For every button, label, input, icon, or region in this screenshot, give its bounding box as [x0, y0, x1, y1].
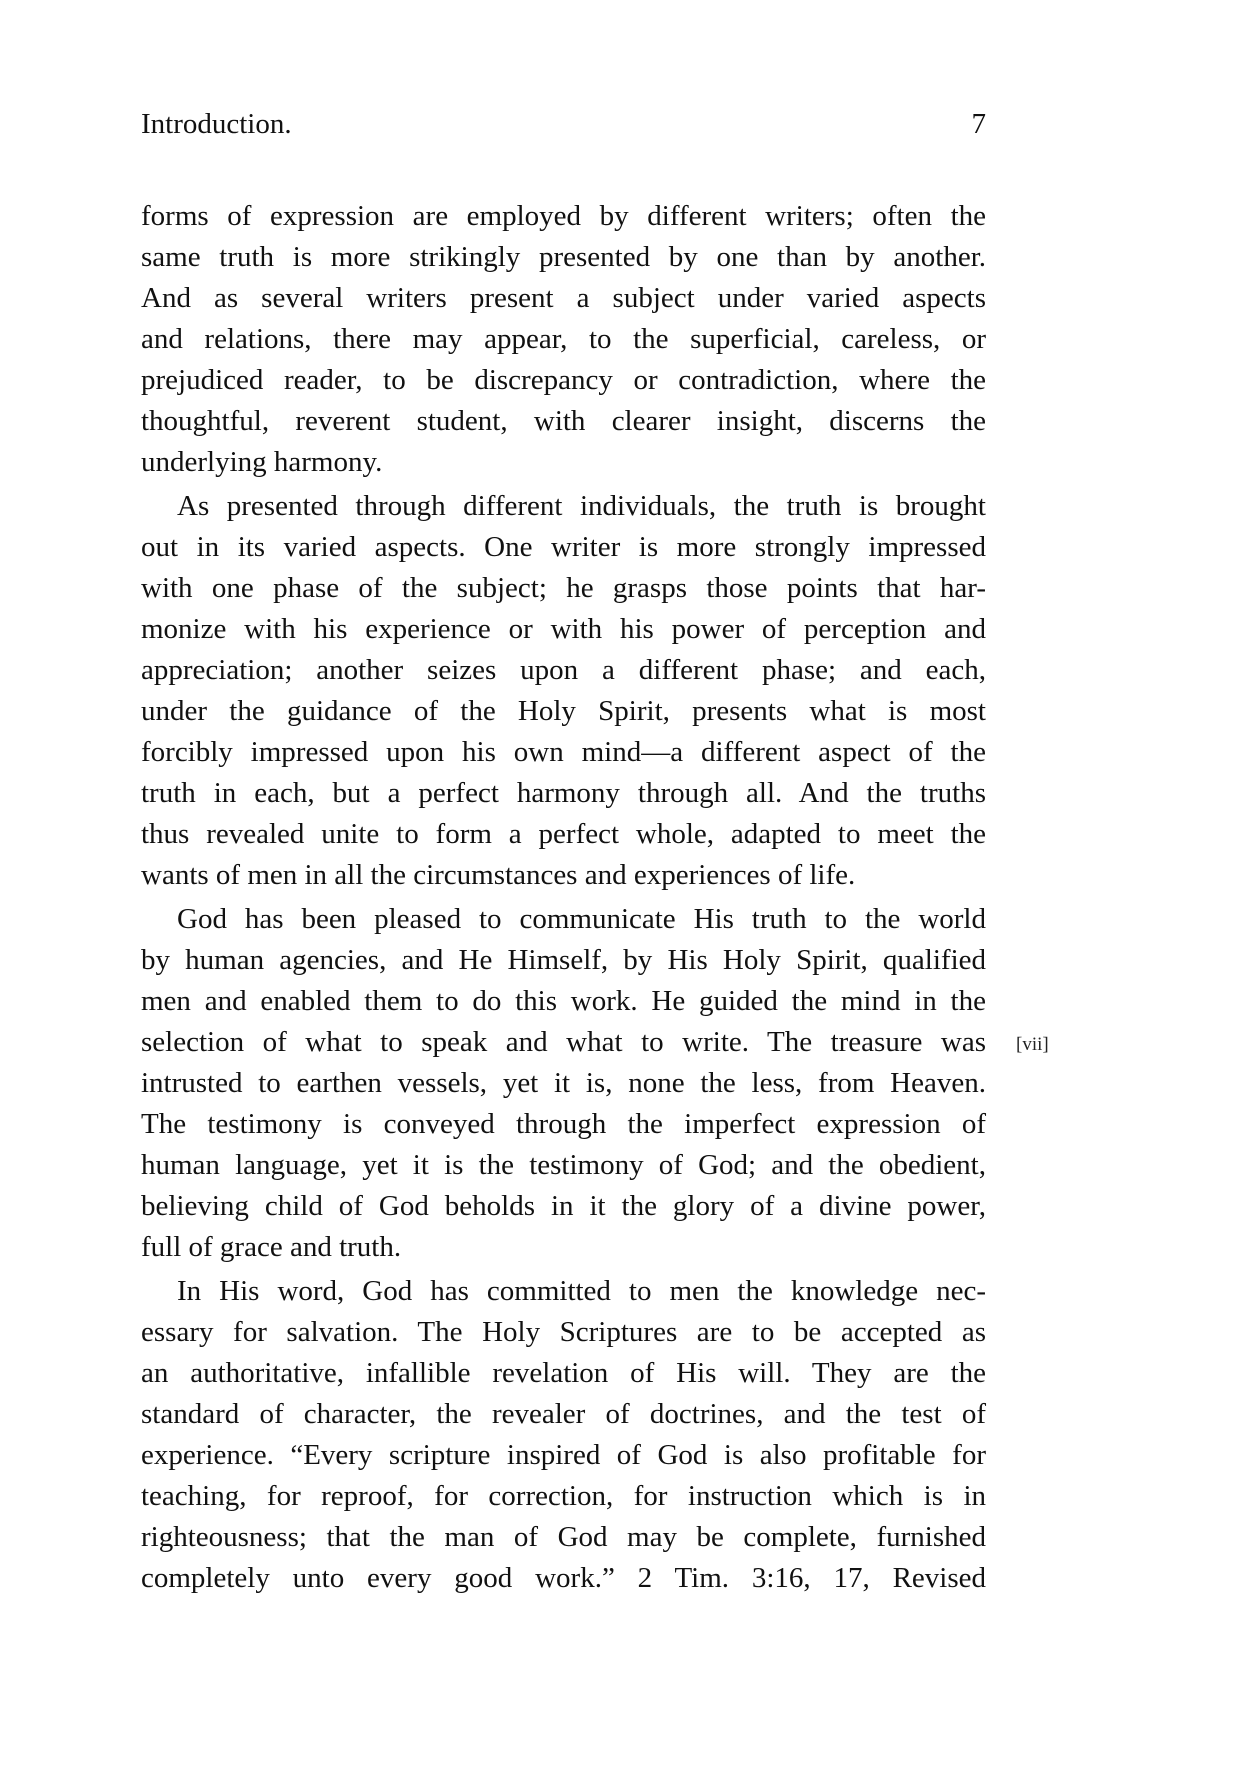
- text-line: same truth is more strikingly presented by one than by another.: [141, 241, 986, 273]
- text-line: selection of what to speak and what to write. The treasure was: [141, 1026, 986, 1058]
- margin-page-reference: [vii]: [1016, 1034, 1049, 1055]
- text-line: righteousness; that the man of God may be complete, furnished: [141, 1521, 986, 1553]
- text-line: teaching, for reproof, for correction, for instruction which is in: [141, 1480, 986, 1512]
- running-header-title: Introduction.: [141, 108, 292, 140]
- text-line: prejudiced reader, to be discrepancy or contradiction, where the: [141, 364, 986, 396]
- paragraph: [141, 486, 986, 896]
- text-line: an authoritative, infallible revelation of His will. They are the: [141, 1357, 986, 1389]
- text-line: underlying harmony.: [141, 446, 383, 478]
- paragraph: [141, 1271, 986, 1599]
- text-line: In His word, God has committed to men the knowledge nec-: [177, 1275, 986, 1307]
- text-line: truth in each, but a perfect harmony through all. And the truths: [141, 777, 986, 809]
- text-line: believing child of God beholds in it the glory of a divine power,: [141, 1190, 986, 1222]
- text-line: monize with his experience or with his power of perception and: [141, 613, 986, 645]
- text-line: with one phase of the subject; he grasps those points that har-: [141, 572, 986, 604]
- text-line: As presented through different individuals, the truth is brought: [177, 490, 986, 522]
- text-line: thoughtful, reverent student, with clearer insight, discerns the: [141, 405, 986, 437]
- text-line: essary for salvation. The Holy Scriptures are to be accepted as: [141, 1316, 986, 1348]
- text-line: under the guidance of the Holy Spirit, presents what is most: [141, 695, 986, 727]
- text-line: thus revealed unite to form a perfect whole, adapted to meet the: [141, 818, 986, 850]
- text-line: men and enabled them to do this work. He guided the mind in the: [141, 985, 986, 1017]
- text-line: appreciation; another seizes upon a different phase; and each,: [141, 654, 986, 686]
- paragraph: [141, 899, 986, 1268]
- text-line: God has been pleased to communicate His truth to the world: [177, 903, 986, 935]
- text-line: by human agencies, and He Himself, by His Holy Spirit, qualified: [141, 944, 986, 976]
- text-line: and relations, there may appear, to the superficial, careless, or: [141, 323, 986, 355]
- text-line: standard of character, the revealer of doctrines, and the test of: [141, 1398, 986, 1430]
- text-line: intrusted to earthen vessels, yet it is, none the less, from Heaven.: [141, 1067, 986, 1099]
- paragraph: [141, 196, 986, 483]
- text-line: And as several writers present a subject under varied aspects: [141, 282, 986, 314]
- body-text: [141, 196, 986, 1602]
- text-line: human language, yet it is the testimony of God; and the obedient,: [141, 1149, 986, 1181]
- text-line: completely unto every good work.” 2 Tim. 3:16, 17, Revised: [141, 1562, 986, 1594]
- text-line: experience. “Every scripture inspired of God is also profitable for: [141, 1439, 986, 1471]
- text-line: forcibly impressed upon his own mind—a different aspect of the: [141, 736, 986, 768]
- text-line: full of grace and truth.: [141, 1231, 402, 1263]
- text-line: wants of men in all the circumstances and experiences of life.: [141, 859, 856, 891]
- text-line: forms of expression are employed by different writers; often the: [141, 200, 986, 232]
- text-line: The testimony is conveyed through the imperfect expression of: [141, 1108, 986, 1140]
- page-number: 7: [971, 108, 986, 140]
- text-line: out in its varied aspects. One writer is more strongly impressed: [141, 531, 986, 563]
